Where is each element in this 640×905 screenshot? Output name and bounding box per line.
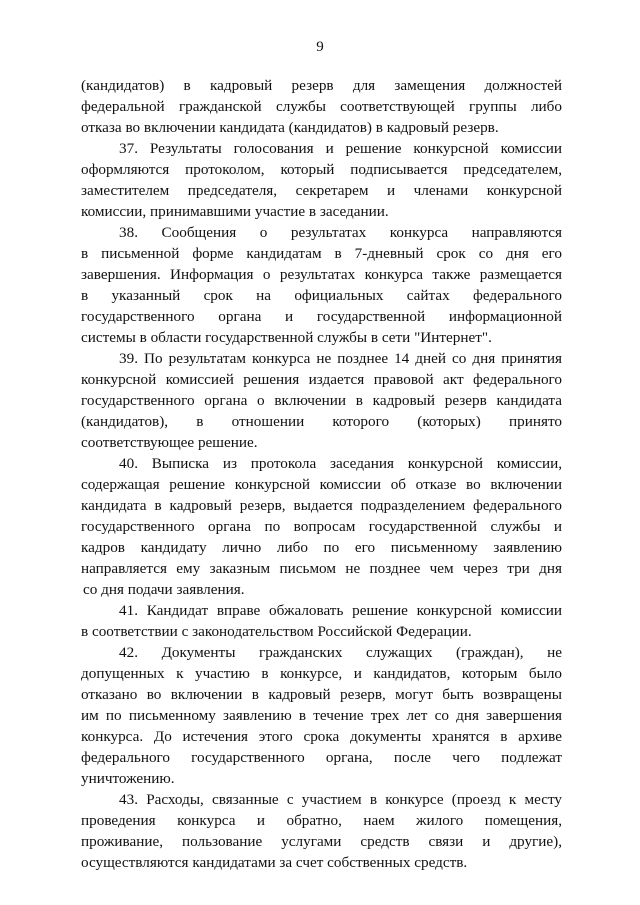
text-line: государственного органа по вопросам государственной службы и [81, 518, 562, 535]
paragraph-p39 [81, 348, 562, 453]
text-line: осуществляются кандидатами за счет собственных средств. [81, 854, 468, 871]
text-line: со дня подачи заявления. [83, 581, 245, 598]
text-line: кадров кандидату лично либо по его письменному заявлению [81, 539, 562, 556]
text-line: проживание, пользование услугами средств связи и другие), [81, 833, 562, 850]
text-line: в указанный срок на официальных сайтах федерального [81, 287, 562, 304]
text-line: 38. Сообщения о результатах конкурса направляются [119, 224, 562, 241]
paragraph-p40 [81, 453, 562, 600]
text-line: уничтожению. [81, 770, 175, 787]
text-line: государственного органа и государственной информационной [81, 308, 562, 325]
paragraph-p37 [81, 138, 562, 222]
text-line: федерального государственного органа, после чего подлежат [81, 749, 562, 766]
text-line: оформляются протоколом, который подписывается председателем, [81, 161, 562, 178]
text-line: им по письменному заявлению в течение трех лет со дня завершения [81, 707, 562, 724]
text-line: 42. Документы гражданских служащих (граждан), не [119, 644, 562, 661]
text-line: федеральной гражданской службы соответствующей группы либо [81, 98, 562, 115]
text-line: 37. Результаты голосования и решение конкурсной комиссии [119, 140, 562, 157]
text-line: 39. По результатам конкурса не позднее 14 дней со дня принятия [119, 350, 562, 367]
text-line: отказано во включении в кадровый резерв, могут быть возвращены [81, 686, 562, 703]
text-line: государственного органа о включении в кадровый резерв кандидата [81, 392, 562, 409]
text-line: завершения. Информация о результатах конкурса также размещается [81, 266, 562, 283]
text-line: в соответствии с законодательством Российской Федерации. [81, 623, 472, 640]
text-line: (кандидатов), в отношении которого (которых) принято [81, 413, 562, 430]
text-line: 40. Выписка из протокола заседания конкурсной комиссии, [119, 455, 562, 472]
paragraph-p43 [81, 789, 562, 873]
text-line: системы в области государственной службы в сети "Интернет". [81, 329, 492, 346]
text-line: конкурсной комиссией решения издается правовой акт федерального [81, 371, 562, 388]
text-line: содержащая решение конкурсной комиссии об отказе во включении [81, 476, 562, 493]
paragraph-p38 [81, 222, 562, 348]
text-line: конкурса. До истечения этого срока документы хранятся в архиве [81, 728, 562, 745]
text-line: 43. Расходы, связанные с участием в конкурсе (проезд к месту [119, 791, 562, 808]
text-line: кандидата в кадровый резерв, выдается подразделением федерального [81, 497, 562, 514]
text-line: допущенных к участию в конкурсе, и кандидатов, которым было [81, 665, 562, 682]
text-line: направляется ему заказным письмом не позднее чем через три дня [81, 560, 562, 577]
text-line: заместителем председателя, секретарем и членами конкурсной [81, 182, 562, 199]
paragraph-cont [81, 75, 562, 138]
text-line: соответствующее решение. [81, 434, 258, 451]
text-line: отказа во включении кандидата (кандидатов) в кадровый резерв. [81, 119, 499, 136]
text-line: в письменной форме кандидатам в 7-дневный срок со дня его [81, 245, 562, 262]
page-number: 9 [316, 39, 324, 55]
text-line: 41. Кандидат вправе обжаловать решение конкурсной комиссии [119, 602, 562, 619]
text-line: (кандидатов) в кадровый резерв для замещения должностей [81, 77, 562, 94]
paragraph-p41 [81, 600, 562, 642]
paragraph-p42 [81, 642, 562, 789]
text-line: проведения конкурса и обратно, наем жилого помещения, [81, 812, 562, 829]
document-body [81, 75, 562, 873]
text-line: комиссии, принимавшими участие в заседании. [81, 203, 389, 220]
